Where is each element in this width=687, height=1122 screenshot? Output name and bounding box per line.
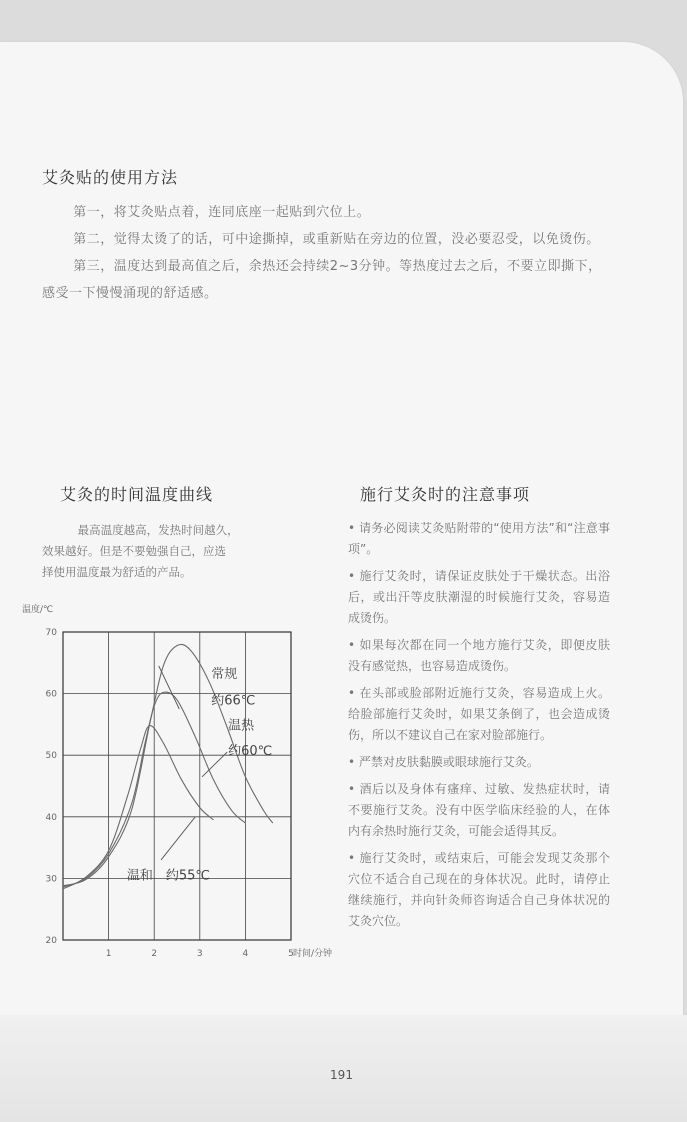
y-axis-label: 温度/℃ [22, 605, 54, 615]
y-tick-label: 40 [45, 812, 57, 823]
usage-step-1: 第一，将艾灸贴点着，连同底座一起贴到穴位上。 [73, 205, 371, 220]
y-tick-label: 70 [45, 628, 57, 638]
curve-label-regular: 常规 [211, 667, 238, 683]
precaution-item: • 施行艾灸时，请保证皮肤处于干燥状态。出浴后，或出汗等皮肤潮湿的时候施行艾灸，容易造成烫伤。 [348, 569, 610, 625]
usage-step-2: 第二，觉得太烫了的话，可中途撕掉，或重新贴在旁边的位置，没必要忍受，以免烫伤。 [73, 232, 600, 247]
x-tick-label: 3 [196, 949, 203, 959]
y-tick-label: 50 [45, 751, 57, 762]
x-tick-label: 1 [105, 949, 112, 959]
y-tick-label: 30 [45, 874, 57, 885]
chart-frame [63, 632, 291, 940]
curve-label-mild: 温和 约55℃ [126, 868, 210, 884]
usage-step-3: 第三，温度达到最高值之后，余热还会持续2~3分钟。等热度过去之后，不要立即撕下，感受一下慢慢涌现的舒适感。 [42, 259, 602, 301]
chart-ticks [46, 628, 333, 959]
chart-grid [63, 632, 291, 940]
curve-label-warm: 温热 [228, 718, 255, 734]
curve-label-regular: 约66℃ [211, 693, 256, 709]
temperature-chart [18, 600, 338, 980]
curve-regular [63, 644, 273, 885]
chart-description-line: 择使用温度最为舒适的产品。 [42, 565, 192, 579]
chart-description-line: 最高温度越高，发热时间越久， [77, 523, 239, 537]
y-tick-label: 20 [45, 936, 57, 946]
chart-description [42, 520, 284, 583]
x-tick-label: 5 [288, 949, 294, 959]
precaution-item: • 施行艾灸时，或结束后，可能会发现艾灸那个穴位不适合自己现在的身体状况。此时，请停止继续施行，并向针灸师咨询适合自己身体状况的艾灸穴位。 [348, 851, 610, 928]
x-tick-label: 2 [151, 949, 158, 959]
chart-description-line: 效果越好。但是不要勉强自己，应选 [42, 544, 226, 558]
x-axis-label: 时间/分钟 [293, 949, 333, 959]
precaution-item: • 严禁对皮肤黏膜或眼球施行艾灸。 [348, 755, 539, 769]
precaution-item: • 请务必阅读艾灸贴附带的“使用方法”和“注意事项”。 [348, 521, 610, 556]
precaution-item: • 在头部或脸部附近施行艾灸，容易造成上火。给脸部施行艾灸时，如果艾条倒了，也会造成烫伤，所以不建议自己在家对脸部施行。 [348, 686, 610, 742]
precaution-item: • 如果每次都在同一个地方施行艾灸，即便皮肤没有感觉热，也容易造成烫伤。 [348, 638, 610, 673]
x-tick-label: 4 [242, 949, 249, 959]
precaution-item: • 酒后以及身体有瘙痒、过敏、发热症状时，请不要施行艾灸。没有中医学临床经验的人，在体内有余热时施行艾灸，可能会适得其反。 [348, 782, 610, 838]
curve-label-warm: 约60℃ [228, 744, 273, 760]
chart-curves [63, 644, 273, 889]
leader-line-warm [202, 752, 227, 777]
precautions-list [348, 518, 610, 938]
usage-paragraphs [42, 199, 610, 307]
leader-line-mild [161, 817, 195, 860]
leader-line-regular [159, 666, 180, 709]
y-tick-label: 60 [45, 689, 57, 700]
section-title-temperature-curve: 艾灸的时间温度曲线 [60, 485, 214, 504]
temperature-chart-svg [18, 600, 338, 980]
curve-mild [63, 726, 214, 889]
section-title-usage: 艾灸贴的使用方法 [42, 168, 179, 187]
section-title-precautions: 施行艾灸时的注意事项 [360, 485, 531, 504]
page-number: 191 [330, 1068, 353, 1082]
